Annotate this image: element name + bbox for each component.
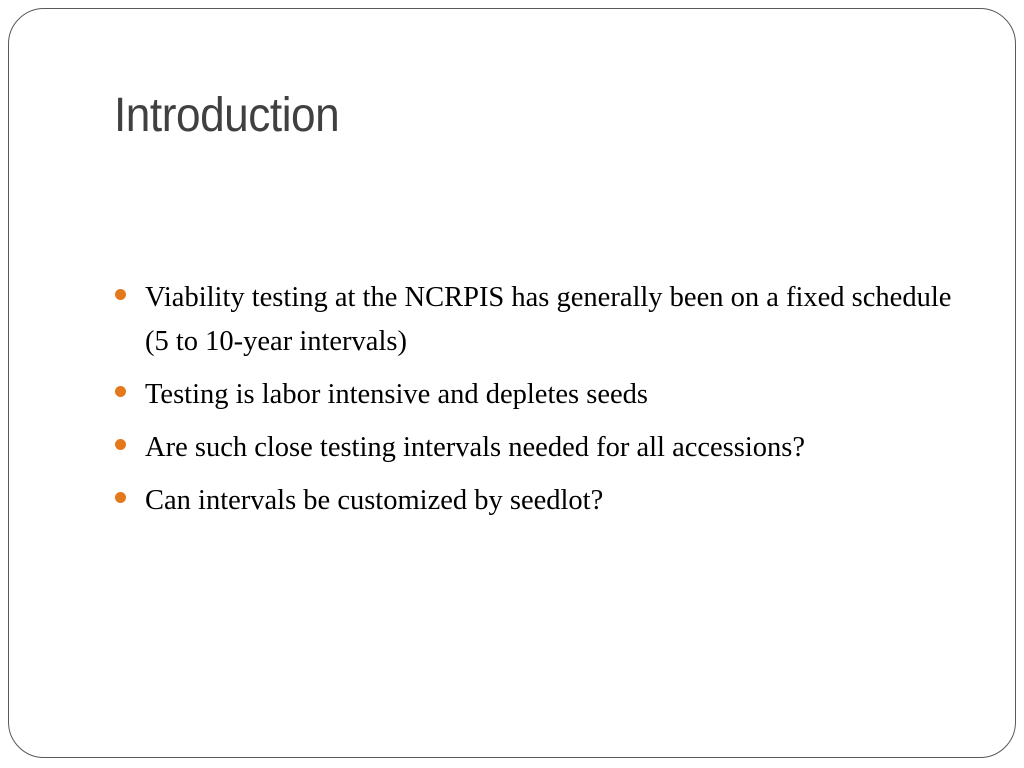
bullet-item	[114, 373, 964, 417]
bullet-item	[114, 276, 964, 364]
bullet-dot-icon	[115, 439, 126, 450]
bullet-text: Can intervals be customized by seedlot?	[145, 485, 604, 516]
bullet-item	[114, 426, 964, 470]
bullet-item	[114, 479, 964, 523]
bullet-dot-icon	[115, 492, 126, 503]
bullet-dot-icon	[115, 386, 126, 397]
bullet-text: Viability testing at the NCRPIS has generally been on a fixed schedule (5 to 10-year intervals)	[145, 282, 952, 357]
bullet-dot-icon	[115, 289, 126, 300]
bullet-text: Testing is labor intensive and depletes seeds	[145, 379, 648, 410]
slide-title: Introduction	[114, 89, 340, 142]
bullet-list	[114, 276, 964, 532]
bullet-text: Are such close testing intervals needed for all accessions?	[145, 432, 806, 463]
